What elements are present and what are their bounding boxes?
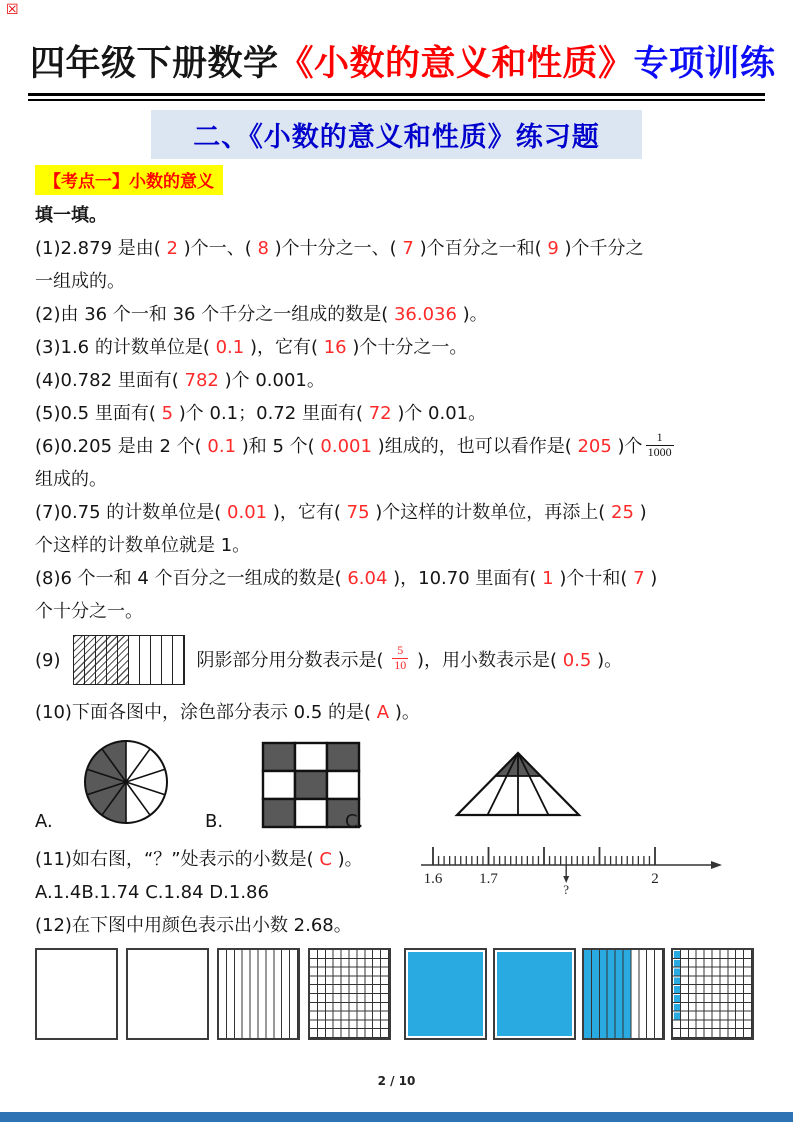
square-filled-one-1 (404, 948, 487, 1040)
page-number: 2 / 10 (377, 1074, 416, 1088)
question-6-line-1: (6)0.205 是由 2 个( 0.1 )和 5 个( 0.001 )组成的，也可以看作是( 205 )个 $\frac{1}{1000}$ (35, 429, 672, 459)
page-footer (0, 1074, 793, 1088)
question-6-line-2: 组成的。 (35, 469, 107, 490)
blank-squares-group (35, 948, 391, 1040)
shaded-bar-figure (73, 635, 185, 685)
question-9-row (35, 632, 758, 688)
tick-label-1-6: 1.6 (423, 871, 443, 887)
question-12: (12)在下图中用颜色表示出小数 2.68。 (35, 915, 352, 936)
tick-label-2: 2 (651, 871, 659, 887)
question-1-line-2: 一组成的。 (35, 271, 125, 292)
header-grade-text: 四年级下册数学 (30, 44, 279, 84)
question-11: (11)如右图，“？”处表示的小数是( C )。 (35, 849, 363, 870)
square-empty-2 (126, 948, 209, 1040)
tick-label-1-7: 1.7 (479, 871, 498, 887)
question-9-text: 阴影部分用分数表示是( $\frac{5}{10}$ )，用小数表示是( 0.5 )。 (196, 643, 623, 672)
question-mark-label: ? (563, 882, 570, 895)
bottom-blue-bar (0, 1112, 793, 1122)
question-9-label: (9) (35, 649, 61, 671)
question-10: (10)下面各图中，涂色部分表示 0.5 的是( A )。 (35, 702, 420, 723)
colored-squares-group (404, 948, 754, 1040)
question-7-line-1: (7)0.75 的计数单位是( 0.01 )，它有( 75 )个这样的计数单位，再添上( 25 ) (35, 502, 647, 523)
question-11-options: A.1.4B.1.74 C.1.84 D.1.86 (35, 882, 269, 903)
option-a-label: A. (35, 811, 53, 832)
double-rule (28, 93, 765, 101)
question-1-line-1: (1)2.879 是由( 2 )个一、( 8 )个十分之一、( 7 )个百分之一和( 9 )个千分之 (35, 238, 644, 259)
page-header (30, 36, 776, 86)
square-hundredths-blank (308, 948, 391, 1040)
question-11-block (35, 843, 758, 909)
number-line-figure (418, 835, 793, 895)
square-tenths-blank (217, 948, 300, 1040)
topic-badge: 【考点一】小数的意义 (35, 165, 223, 195)
question-12-squares (35, 948, 758, 1040)
section-title-row (0, 110, 793, 159)
option-c-label: C. (345, 811, 364, 832)
question-8-line-1: (8)6 个一和 4 个百分之一组成的数是( 6.04 )，10.70 里面有( 1 )个十和( 7 ) (35, 568, 658, 589)
question-7-line-2: 个这样的计数单位就是 1。 (35, 535, 251, 556)
pie-chart-figure (83, 739, 169, 825)
question-8-line-2: 个十分之一。 (35, 601, 143, 622)
question-5: (5)0.5 里面有( 5 )个 0.1；0.72 里面有( 72 )个 0.01。 (35, 403, 487, 424)
right-arrowhead (711, 861, 722, 869)
square-filled-one-2 (493, 948, 576, 1040)
square-empty-1 (35, 948, 118, 1040)
header-unit-text: 《小数的意义和性质》 (278, 44, 634, 84)
corner-mark-icon: ☒ (6, 2, 19, 18)
triangle-figure (453, 751, 585, 821)
worksheet-body (35, 199, 758, 1040)
square-six-tenths-colored (582, 948, 665, 1040)
square-eight-hundredths-colored (671, 948, 754, 1040)
question-3: (3)1.6 的计数单位是( 0.1 )，它有( 16 )个十分之一。 (35, 337, 468, 358)
option-b-label: B. (205, 811, 224, 832)
header-training-text: 专项训练 (633, 44, 776, 84)
section-title: 二、《小数的意义和性质》练习题 (151, 110, 642, 159)
question-2: (2)由 36 个一和 36 个千分之一组成的数是( 36.036 )。 (35, 304, 488, 325)
instruction: 填一填。 (35, 205, 107, 226)
question-10-figures (35, 739, 758, 843)
question-4: (4)0.782 里面有( 782 )个 0.001。 (35, 370, 325, 391)
